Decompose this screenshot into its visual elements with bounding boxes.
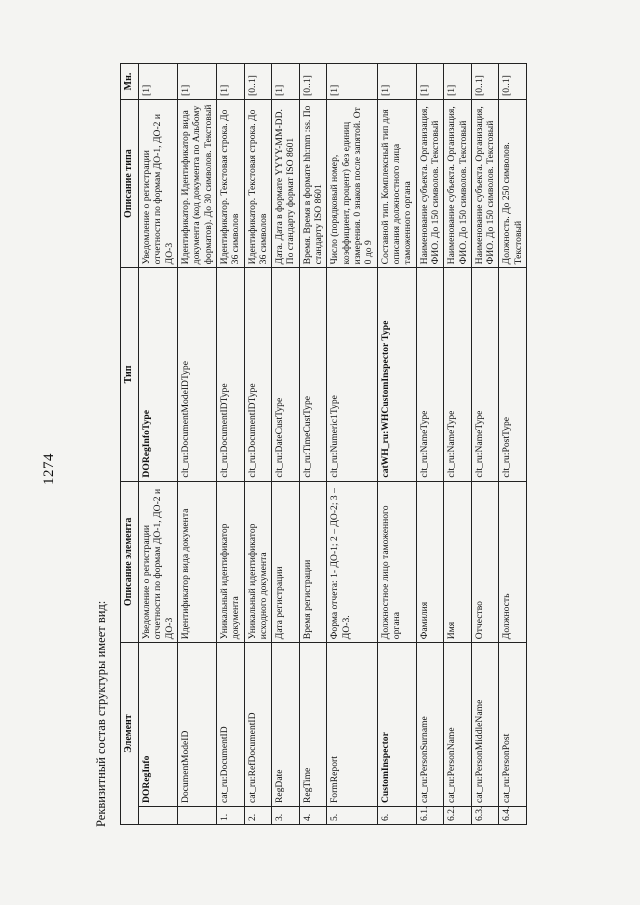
row-type: clt_ru:TimeCustType — [299, 268, 327, 481]
row-multiplicity: [0..1] — [471, 64, 499, 100]
row-element-desc: Форма отчета: 1- ДО-1; 2 – ДО-2; 3 – ДО-3. — [327, 481, 377, 643]
row-element-desc: Уникальный идентификатор исходного документа — [244, 481, 272, 643]
page-number: 1274 — [41, 453, 57, 485]
row-number — [139, 807, 178, 825]
row-type: DORegInfoType — [139, 268, 178, 481]
header-type: Тип — [121, 268, 139, 481]
row-element: RegDate — [272, 643, 300, 807]
row-type: clt_ru:DocumentIDType — [216, 268, 244, 481]
row-element-desc: Должность — [499, 481, 527, 643]
row-type: clt_ru:NameType — [471, 268, 499, 481]
row-multiplicity: [1] — [416, 64, 444, 100]
row-element-desc: Должностное лицо таможенного органа — [377, 481, 416, 643]
row-type-desc: Дата. Дата в формате YYYY-MM-DD. По стандарту формат ISO 8601 — [272, 99, 300, 267]
row-number: 1. — [216, 807, 244, 825]
row-number: 2. — [244, 807, 272, 825]
header-ms: Мн. — [121, 64, 139, 100]
row-multiplicity: [0..1] — [499, 64, 527, 100]
row-type: clt_ru:PostType — [499, 268, 527, 481]
header-element: Элемент — [121, 643, 139, 825]
row-element: cat_ru:RefDocumentID — [244, 643, 272, 807]
row-element: CustomInspector — [377, 643, 416, 807]
row-element-desc: Дата регистрации — [272, 481, 300, 643]
row-type: clt_ru:NameType — [444, 268, 472, 481]
row-element-desc: Имя — [444, 481, 472, 643]
row-number — [177, 807, 216, 825]
header-element-desc: Описание элемента — [121, 481, 139, 643]
row-type-desc: Идентификатор. Идентификатор вида документа (код документа по Альбому форматов). До 30 символов. Текстовый — [177, 99, 216, 267]
row-element-desc: Идентификатор вида документа — [177, 481, 216, 643]
row-type: clt_ru:Numeric1Type — [327, 268, 377, 481]
table-row — [244, 64, 272, 825]
row-element: FormReport — [327, 643, 377, 807]
row-multiplicity: [1] — [272, 64, 300, 100]
table-row — [139, 64, 178, 825]
table-row — [327, 64, 377, 825]
row-number: 6.2. — [444, 807, 472, 825]
row-type-desc: Уведомление о регистрации отчетности по формам ДО-1, ДО-2 и ДО-3 — [139, 99, 178, 267]
row-multiplicity: [1] — [177, 64, 216, 100]
row-type-desc: Идентификатор. Текстовая строка. До 36 символов — [216, 99, 244, 267]
row-element: cat_ru:PersonName — [444, 643, 472, 807]
row-type: catWH_ru:WHCustomInspector Type — [377, 268, 416, 481]
row-number: 4. — [299, 807, 327, 825]
row-multiplicity: [1] — [327, 64, 377, 100]
table-row — [299, 64, 327, 825]
table-row — [216, 64, 244, 825]
row-type-desc: Время. Время в формате hh:mm :ss. По стандарту ISO 8601 — [299, 99, 327, 267]
row-number: 5. — [327, 807, 377, 825]
table-row — [499, 64, 527, 825]
row-multiplicity: [0..1] — [299, 64, 327, 100]
row-number: 6.1. — [416, 807, 444, 825]
row-multiplicity: [1] — [444, 64, 472, 100]
row-multiplicity: [1] — [216, 64, 244, 100]
row-type-desc: Число (порядковый номер, коэффициент, процент) без единиц измерения. 0 знаков после запятой. От 0 до 9 — [327, 99, 377, 267]
row-type-desc: Наименование субъекта. Организация, ФИО. До 150 символов. Текстовый — [416, 99, 444, 267]
table-row — [177, 64, 216, 825]
intro-text: Реквизитный состав структуры имеет вид: — [94, 600, 108, 827]
table-row — [416, 64, 444, 825]
row-element-desc: Отчество — [471, 481, 499, 643]
row-element: RegTime — [299, 643, 327, 807]
row-type: clt_ru:DateCustType — [272, 268, 300, 481]
row-element-desc: Время регистрации — [299, 481, 327, 643]
row-type-desc: Идентификатор. Текстовая строка. До 36 символов — [244, 99, 272, 267]
row-number: 3. — [272, 807, 300, 825]
row-number: 6.4. — [499, 807, 527, 825]
row-element: cat_ru:PersonPost — [499, 643, 527, 807]
row-element-desc: Уведомление о регистрации отчетности по формам ДО-1, ДО-2 и ДО-3 — [139, 481, 178, 643]
row-element: cat_ru:PersonSurname — [416, 643, 444, 807]
requisite-table — [120, 63, 527, 825]
row-multiplicity: [1] — [139, 64, 178, 100]
row-element: DocumentModeID — [177, 643, 216, 807]
row-type: clt_ru:DocumentModeIDType — [177, 268, 216, 481]
row-number: 6.3. — [471, 807, 499, 825]
row-element-desc: Фамилия — [416, 481, 444, 643]
table-row — [272, 64, 300, 825]
row-type-desc: Должность. До 250 символов. Текстовый — [499, 99, 527, 267]
row-type-desc: Наименование субъекта. Организация, ФИО. До 150 символов. Текстовый — [444, 99, 472, 267]
row-element-desc: Уникальный идентификатор документа — [216, 481, 244, 643]
row-multiplicity: [1] — [377, 64, 416, 100]
header-type-desc: Описание типа — [121, 99, 139, 267]
row-multiplicity: [0..1] — [244, 64, 272, 100]
row-type-desc: Составной тип. Комплексный тип для описания должностного лица таможенного органа — [377, 99, 416, 267]
row-element: DORegInfo — [139, 643, 178, 807]
row-type-desc: Наименование субъекта. Организация, ФИО. До 150 символов. Текстовый — [471, 99, 499, 267]
row-number: 6. — [377, 807, 416, 825]
table-header-row — [121, 64, 139, 825]
row-type: clt_ru:DocumentIDType — [244, 268, 272, 481]
table-row — [377, 64, 416, 825]
row-type: clt_ru:NameType — [416, 268, 444, 481]
row-element: cat_ru:DocumentID — [216, 643, 244, 807]
table-row — [471, 64, 499, 825]
table-row — [444, 64, 472, 825]
row-element: cat_ru:PersonMiddleName — [471, 643, 499, 807]
